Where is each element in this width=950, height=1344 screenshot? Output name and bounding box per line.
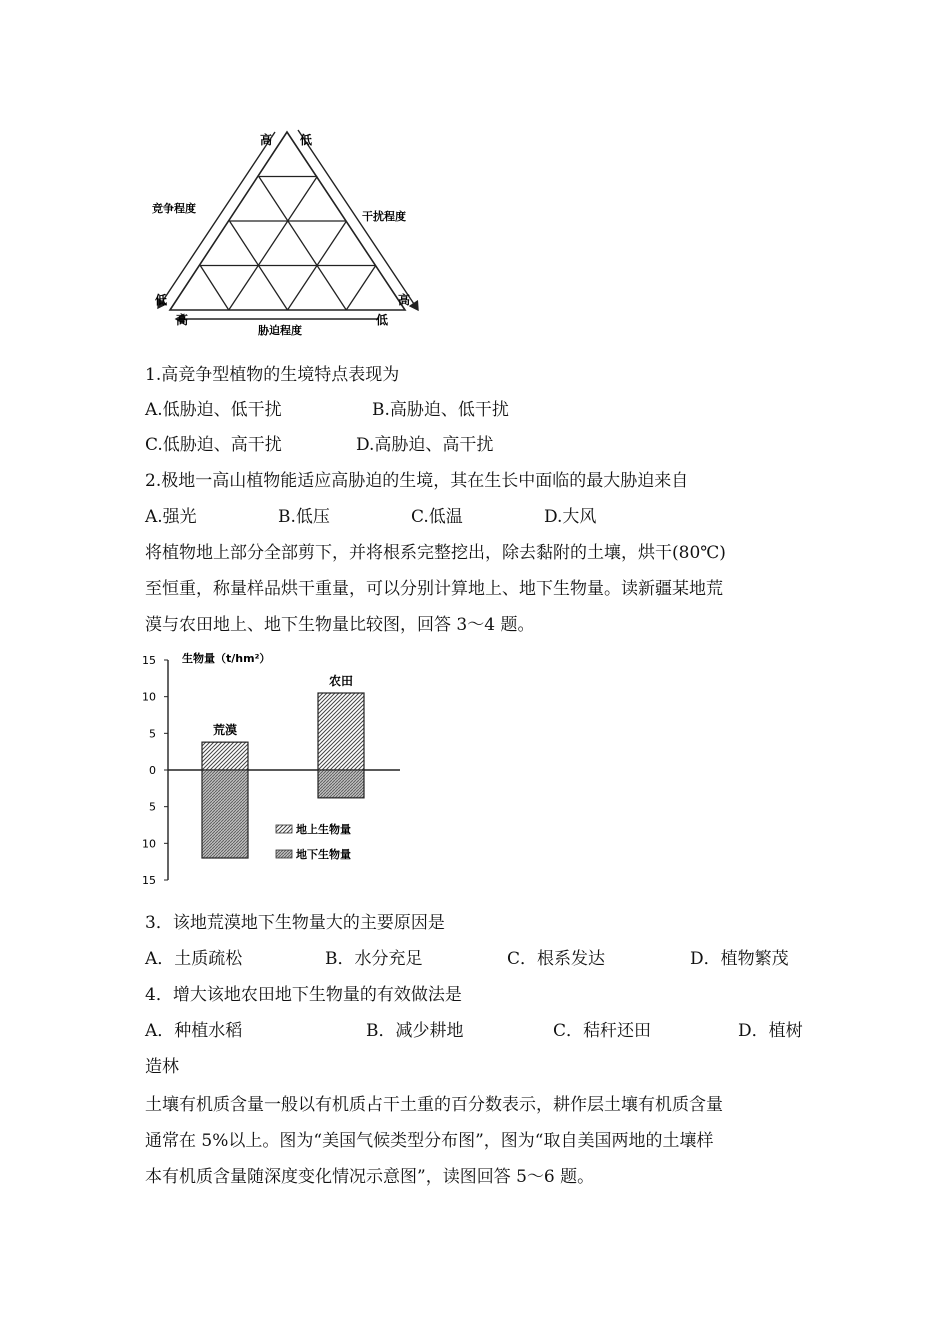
bottom-axis-label: 胁迫程度 <box>258 324 302 337</box>
bottom-left-label: 高 <box>176 313 189 327</box>
y-tick-label: 10 <box>142 837 156 851</box>
q2-option-a: A.强光 <box>145 507 197 527</box>
bottom-right-label: 低 <box>376 313 389 327</box>
question-2-stem: 2.极地一高山植物能适应高胁迫的生境，其在生长中面临的最大胁迫来自 <box>145 471 689 491</box>
y-tick-label: 10 <box>142 690 156 704</box>
y-tick-label: 5 <box>149 727 156 741</box>
q3-option-b: B．水分充足 <box>325 949 423 969</box>
question-1-stem: 1.高竞争型植物的生境特点表现为 <box>145 365 400 385</box>
bar-below-ground <box>202 770 248 858</box>
passage-1-line-1: 将植物地上部分全部剪下，并将根系完整挖出，除去黏附的土壤，烘干(80℃) <box>145 543 726 563</box>
q3-option-d: D．植物繁茂 <box>690 949 789 969</box>
q4-option-d: D．植树 <box>738 1021 803 1041</box>
question-4-stem: 4．增大该地农田地下生物量的有效做法是 <box>145 985 462 1005</box>
y-tick-label: 15 <box>142 654 156 667</box>
q2-option-b: B.低压 <box>278 507 330 527</box>
q3-option-a: A．土质疏松 <box>145 949 243 969</box>
q1-option-d: D.高胁迫、高干扰 <box>356 435 494 455</box>
legend-swatch-below <box>276 850 292 858</box>
right-axis-label: 干扰程度 <box>362 210 406 223</box>
category-label: 农田 <box>328 674 354 688</box>
right-bottom-label: 高 <box>398 293 411 307</box>
q1-option-c: C.低胁迫、高干扰 <box>145 435 282 455</box>
passage-2-line-3: 本有机质含量随深度变化情况示意图”，读图回答 5～6 题。 <box>145 1167 595 1187</box>
legend-label-below: 地下生物量 <box>296 848 351 861</box>
q4-option-a: A．种植水稻 <box>145 1021 243 1041</box>
passage-1-line-3: 漠与农田地上、地下生物量比较图，回答 3～4 题。 <box>145 615 535 635</box>
triangle-figure <box>140 122 430 342</box>
legend-swatch-above <box>276 825 292 833</box>
bar-below-ground <box>318 770 364 798</box>
category-label: 荒漠 <box>212 723 238 738</box>
apex-right-label: 低 <box>300 133 313 147</box>
y-tick-label: 0 <box>149 764 156 777</box>
question-3-stem: 3．该地荒漠地下生物量大的主要原因是 <box>145 913 445 933</box>
bar-above-ground <box>318 693 364 770</box>
passage-1-line-2: 至恒重，称量样品烘干重量，可以分别计算地上、地下生物量。读新疆某地荒 <box>145 579 723 599</box>
apex-left-label: 高 <box>260 133 273 147</box>
q2-option-c: C.低温 <box>411 507 463 527</box>
chart-title: 生物量（t/hm²） <box>182 652 271 665</box>
q4-option-b: B．减少耕地 <box>366 1021 464 1041</box>
left-bottom-label: 低 <box>155 293 168 307</box>
left-axis-label: 竞争程度 <box>152 202 196 215</box>
y-tick-label: 5 <box>149 800 156 814</box>
y-tick-label: 15 <box>142 874 156 887</box>
biomass-chart <box>140 648 410 893</box>
bar-above-ground <box>202 742 248 770</box>
q1-option-b: B.高胁迫、低干扰 <box>372 400 509 420</box>
q3-option-c: C．根系发达 <box>507 949 606 969</box>
q2-option-d: D.大风 <box>544 507 597 527</box>
passage-2-line-1: 土壤有机质含量一般以有机质占干土重的百分数表示，耕作层土壤有机质含量 <box>145 1095 723 1115</box>
passage-2-line-2: 通常在 5%以上。图为“美国气候类型分布图”，图为“取自美国两地的土壤样 <box>145 1131 714 1151</box>
legend-label-above: 地上生物量 <box>296 823 351 836</box>
q4-option-d-wrap: 造林 <box>145 1057 179 1077</box>
q4-option-c: C．秸秆还田 <box>553 1021 652 1041</box>
q1-option-a: A.低胁迫、低干扰 <box>145 400 282 420</box>
